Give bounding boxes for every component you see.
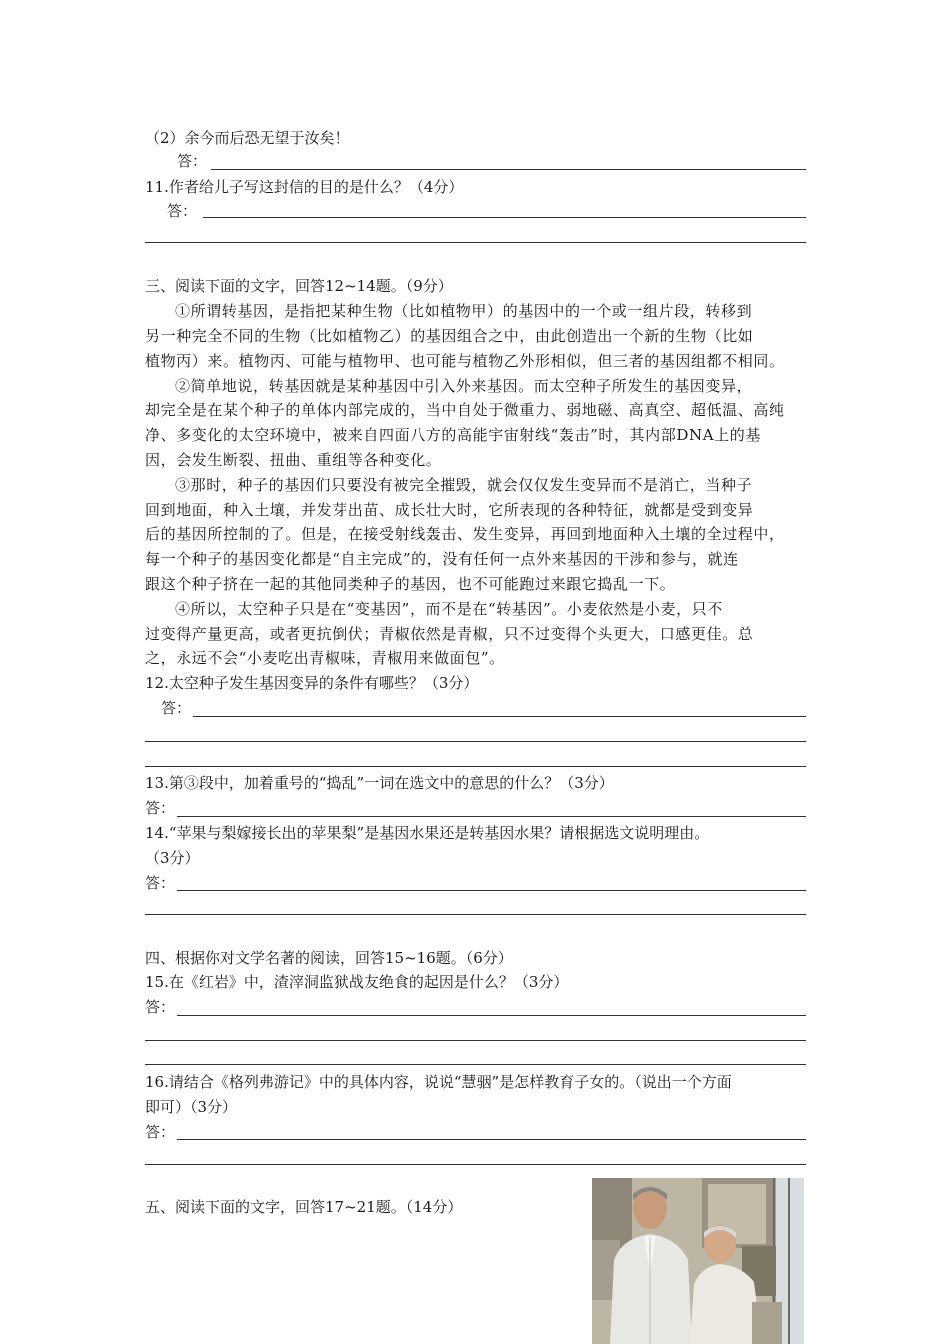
answer-label: 答： — [145, 998, 176, 1016]
answer-line — [177, 816, 806, 817]
paragraph-line: 回到地面，种入土壤，并发芽出苗、成长壮大时，它所表现的各种特征，就都是受到变异 — [145, 501, 754, 519]
answer-label: 答： — [145, 799, 176, 817]
answer-row-11 — [145, 201, 806, 221]
answer-row-16 — [145, 1122, 806, 1142]
paragraph-line: ②简单地说，转基因就是某种基因中引入外来基因。而太空种子所发生的基因变异， — [175, 377, 753, 395]
paragraph-line: 净、多变化的太空环境中，被来自四面八方的高能宇宙射线“轰击”时，其内部DNA上的基 — [145, 426, 761, 444]
question-16-continued: 即可）（3分） — [145, 1098, 238, 1116]
question-15: 15.在《红岩》中，渣滓洞监狱战友绝食的起因是什么？（3分） — [145, 973, 569, 991]
answer-label: 答： — [145, 874, 176, 892]
answer-line — [193, 716, 806, 717]
answer-label: 答： — [145, 1123, 176, 1141]
paragraph-line: ③那时，种子的基因们只要没有被完全摧毁，就会仅仅发生变异而不是消亡，当种子 — [175, 476, 753, 494]
question-10-2: （2）余今而后恐无望于汝矣！ — [145, 129, 350, 147]
answer-row-13 — [145, 798, 806, 818]
question-11: 11.作者给儿子写这封信的目的是什么？（4分） — [145, 178, 464, 196]
answer-line — [145, 914, 806, 915]
answer-label: 答： — [161, 699, 192, 717]
answer-label: 答： — [167, 202, 198, 220]
answer-line — [177, 1015, 806, 1016]
question-14-continued: （3分） — [145, 849, 200, 867]
answer-line — [145, 242, 806, 243]
paragraph-line: 另一种完全不同的生物（比如植物乙）的基因组合之中，由此创造出一个新的生物（比如 — [145, 327, 754, 345]
paragraph-line: ④所以，太空种子只是在“变基因”，而不是在“转基因”。小麦依然是小麦，只不 — [175, 600, 723, 618]
answer-row-12 — [145, 698, 806, 718]
answer-line — [145, 1064, 806, 1065]
question-12: 12.太空种子发生基因变异的条件有哪些？（3分） — [145, 674, 479, 692]
answer-label: 答： — [177, 152, 208, 170]
paragraph-line: ①所谓转基因，是指把某种生物（比如植物甲）的基因中的一个或一组片段，转移到 — [175, 302, 753, 320]
paragraph-line: 却完全是在某个种子的单体内部完成的，当中自处于微重力、弱地磁、高真空、超低温、高纯 — [145, 401, 785, 419]
paragraph-line: 跟这个种子挤在一起的其他同类种子的基因，也不可能跑过来跟它捣乱一下。 — [145, 575, 676, 593]
paragraph-line: 过变得产量更高，或者更抗倒伏；青椒依然是青椒，只不过变得个头更大，口感更佳。总 — [145, 625, 754, 643]
answer-line — [177, 890, 806, 891]
question-13: 13.第③段中，加着重号的“捣乱”一词在选文中的意思的什么？（3分） — [145, 774, 614, 792]
answer-row-14 — [145, 873, 806, 893]
section-4-heading: 四、根据你对文学名著的阅读，回答15~16题。（6分） — [145, 949, 513, 967]
answer-row-15 — [145, 997, 806, 1017]
paragraph-line: 因，会发生断裂、扭曲、重组等各种变化。 — [145, 451, 442, 469]
answer-line — [145, 741, 806, 742]
answer-line — [211, 169, 806, 170]
paragraph-line: 之，永远不会“小麦吃出青椒味，青椒用来做面包”。 — [145, 649, 505, 667]
answer-line — [203, 217, 806, 218]
answer-line — [145, 766, 806, 767]
answer-line — [145, 1040, 806, 1041]
section-5-heading: 五、阅读下面的文字，回答17~21题。（14分） — [145, 1198, 463, 1216]
paragraph-line: 植物丙）来。植物丙、可能与植物甲、也可能与植物乙外形相似，但三者的基因组都不相同。 — [145, 352, 785, 370]
section-3-heading: 三、阅读下面的文字，回答12~14题。（9分） — [145, 277, 453, 295]
question-16: 16.请结合《格列弗游记》中的具体内容，说说“慧骃”是怎样教育子女的。（说出一个方面 — [145, 1073, 732, 1091]
answer-line — [145, 1164, 806, 1165]
paragraph-line: 后的基因所控制的了。但是，在接受射线轰击、发生变异，再回到地面种入土壤的全过程中， — [145, 525, 785, 543]
answer-row-10-2 — [145, 151, 806, 171]
paragraph-line: 每一个种子的基因变化都是“自主完成”的，没有任何一点外来基因的干涉和参与，就连 — [145, 550, 739, 568]
answer-line — [177, 1139, 806, 1140]
question-14: 14.“苹果与梨嫁接长出的苹果梨”是基因水果还是转基因水果？请根据选文说明理由。 — [145, 824, 710, 842]
portrait-photo — [592, 1178, 804, 1344]
